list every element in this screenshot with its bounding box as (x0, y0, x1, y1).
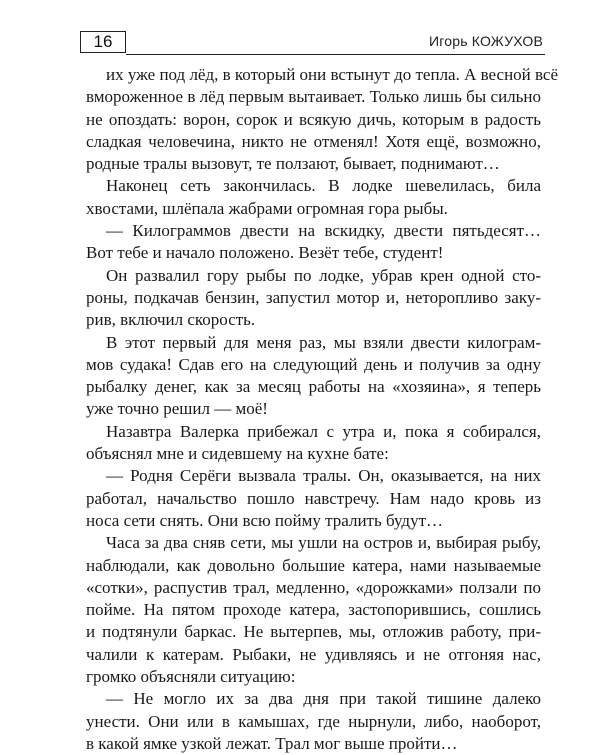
text-line: Вот тебе и начало положено. Везёт тебе, студент! (86, 243, 444, 263)
text-line: — Не могло их за два дня при такой тишине далеко (106, 689, 541, 709)
paragraph (86, 532, 541, 688)
text-line: в какой ямке узкой лежат. Трал мог выше пройти… (86, 733, 458, 753)
text-line: Наконец сеть закончилась. В лодке шевелилась, била (106, 176, 541, 196)
text-line: чалили к катерам. Рыбаки, не удивляясь и не отгоняя нас, (86, 644, 541, 664)
text-line: и подтянули баркас. Не вытерпев, мы, отложив работу, при- (86, 622, 541, 642)
running-head-author: Игорь КОЖУХОВ (428, 33, 543, 49)
paragraph (86, 64, 559, 175)
header-rule (126, 54, 545, 55)
text-line: Назавтра Валерка прибежал с утра и, пока я собирался, (106, 421, 541, 441)
text-line: вмороженное в лёд первым вытаивает. Только лишь бы сильно (86, 87, 541, 107)
text-line: не опоздать: ворон, сорок и всякую дичь, которым в радость (86, 109, 541, 129)
text-line: их уже под лёд, в который они встынут до тепла. А весной всё (106, 65, 559, 84)
text-line: мов судака! Сдав его на следующий день и получив за одну (86, 354, 541, 374)
text-line: носа сети снять. Они всю пойму тралить будут… (86, 510, 443, 530)
body-text (86, 64, 559, 755)
paragraph (86, 265, 541, 332)
text-line: роны, подкачав бензин, запустил мотор и, неторопливо заку- (86, 287, 541, 307)
text-line: объяснял мне и сидевшему на кухне бате: (86, 444, 389, 464)
text-line: Часа за два сняв сети, мы ушли на остров и, выбирая рыбу, (106, 533, 541, 553)
text-line: В этот первый для меня раз, мы взяли двести килограм- (106, 332, 541, 352)
text-line: уже точно решил — моё! (86, 399, 268, 419)
text-line: унести. Они или в камышах, где нырнули, либо, наоборот, (86, 711, 541, 731)
paragraph (86, 688, 541, 755)
paragraph (86, 332, 541, 421)
text-line: — Родня Серёги вызвала тралы. Он, оказывается, на них (106, 466, 541, 486)
text-line: Он развалил гору рыбы по лодке, убрав крен одной сто- (106, 265, 541, 285)
text-line: — Килограммов двести на вскидку, двести пятьдесят… (106, 221, 541, 241)
paragraph (86, 175, 541, 220)
text-line: рыбалку денег, как за месяц работы на «хозяина», я теперь (86, 377, 541, 397)
paragraph (86, 465, 541, 532)
text-line: пойме. На пятом проходе катера, застопорившись, сошлись (86, 600, 541, 620)
text-line: рив, включил скорость. (86, 310, 256, 330)
text-line: «сотки», распустив трал, медленно, «дорожками» ползали по (86, 577, 541, 597)
page-number: 16 (80, 31, 126, 53)
text-line: родные тралы вызовут, те ползают, бывает, поднимают… (86, 154, 500, 174)
text-line: сладкая человечина, никто не отменял! Хотя ещё, возможно, (86, 131, 541, 151)
page-header (80, 30, 545, 56)
text-line: работал, начальство пошло навстречу. Нам надо кровь из (86, 488, 541, 508)
text-line: громко объясняли ситуацию: (86, 667, 296, 687)
paragraph (86, 421, 541, 466)
text-line: наблюдали, как довольно большие катера, нами называемые (86, 555, 541, 575)
text-line: хвостами, шлёпала жабрами огромная гора рыбы. (86, 198, 448, 218)
paragraph (86, 220, 541, 265)
